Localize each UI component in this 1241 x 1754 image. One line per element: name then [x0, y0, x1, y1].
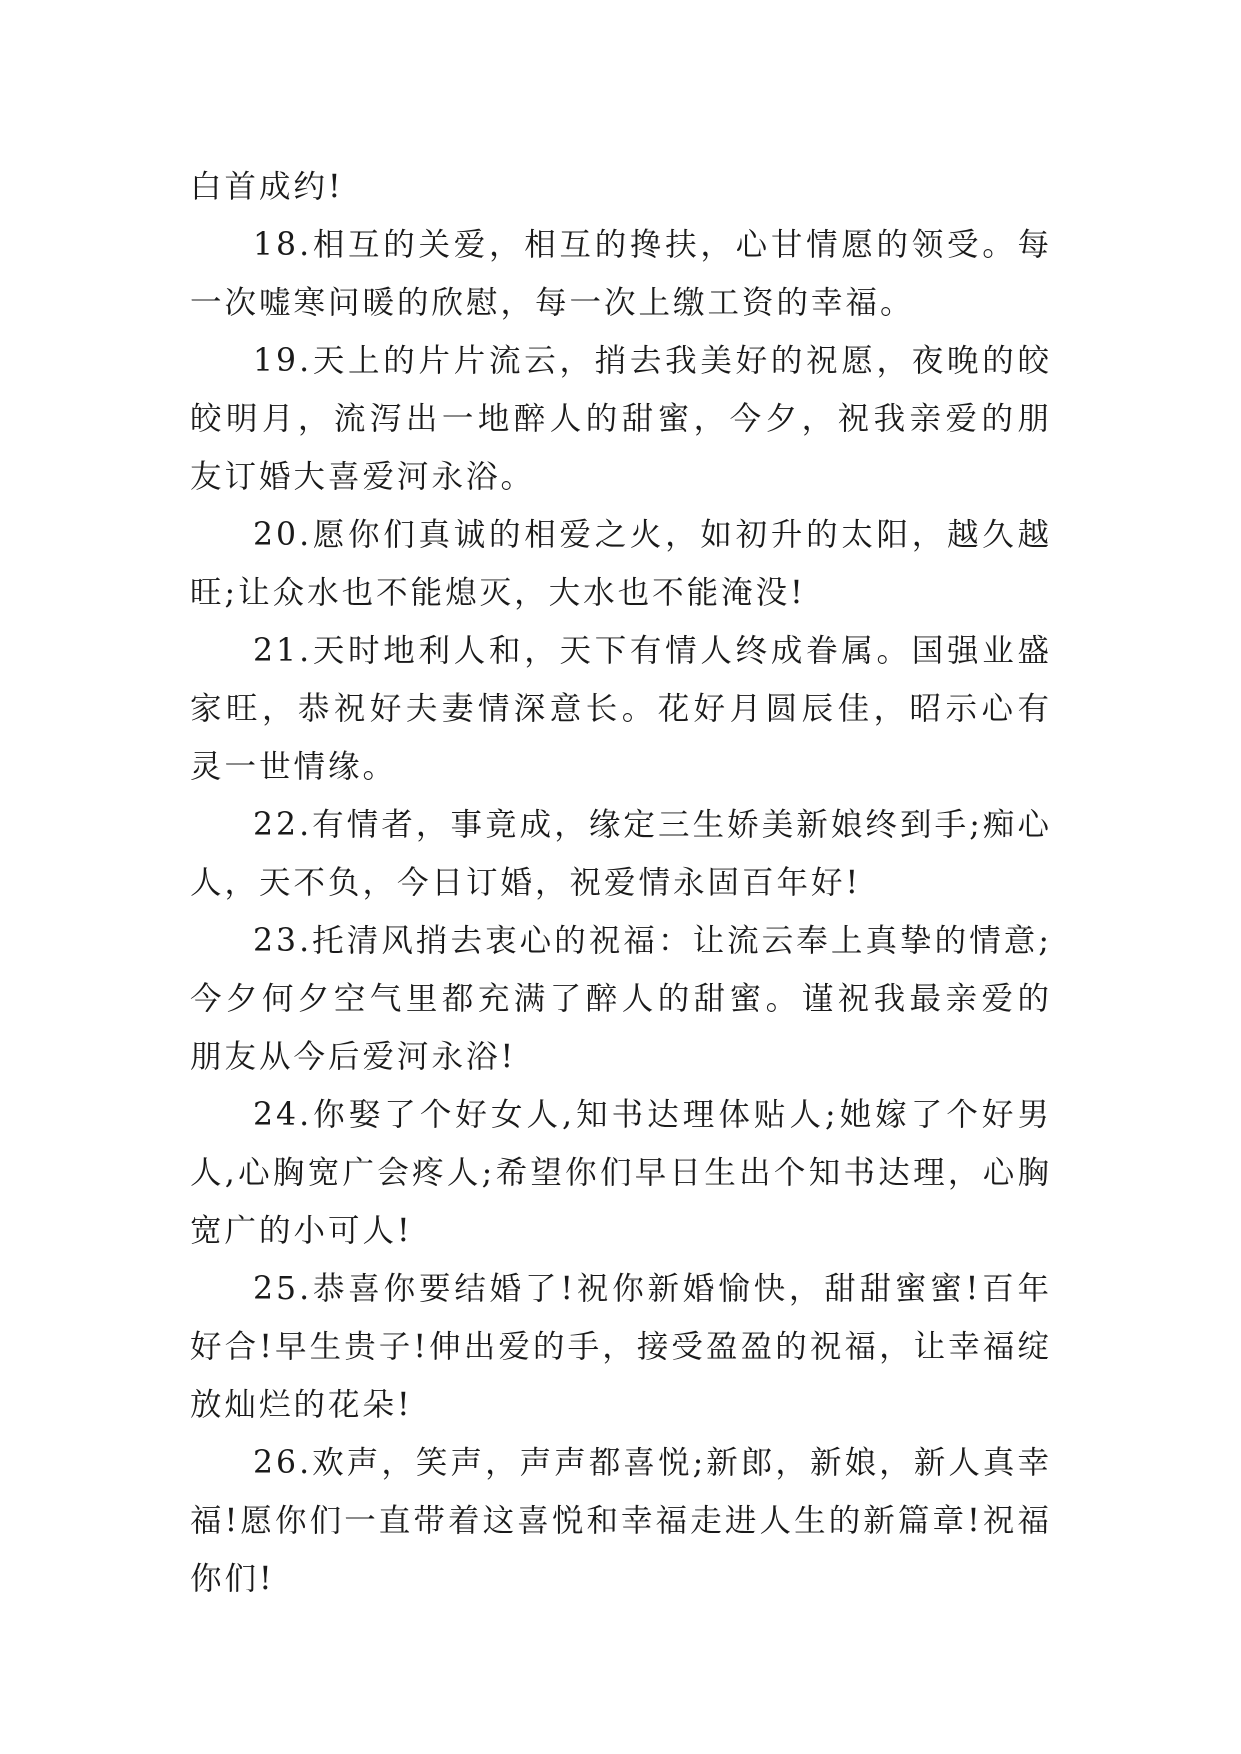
paragraph-17-end: 白首成约! — [190, 169, 344, 205]
paragraph-18: 18.相互的关爱，相互的搀扶，心甘情愿的领受。每一次嘘寒问暖的欣慰，每一次上缴工资的幸福。 — [190, 227, 1052, 321]
paragraph-19: 19.天上的片片流云，捎去我美好的祝愿，夜晚的皎皎明月，流泻出一地醉人的甜蜜，今夕，祝我亲爱的朋友订婚大喜爱河永浴。 — [190, 343, 1052, 495]
paragraph-22: 22.有情者，事竟成，缘定三生娇美新娘终到手;痴心人，天不负，今日订婚，祝爱情永固百年好! — [190, 807, 1052, 901]
document-body — [190, 158, 1052, 1608]
paragraph-21: 21.天时地利人和，天下有情人终成眷属。国强业盛家旺，恭祝好夫妻情深意长。花好月圆辰佳，昭示心有灵一世情缘。 — [190, 633, 1052, 785]
paragraph-26: 26.欢声，笑声，声声都喜悦;新郎，新娘，新人真幸福!愿你们一直带着这喜悦和幸福走进人生的新篇章!祝福你们! — [190, 1445, 1052, 1597]
paragraph-25: 25.恭喜你要结婚了!祝你新婚愉快，甜甜蜜蜜!百年好合!早生贵子!伸出爱的手，接受盈盈的祝福，让幸福绽放灿烂的花朵! — [190, 1271, 1052, 1423]
paragraph-24: 24.你娶了个好女人,知书达理体贴人;她嫁了个好男人,心胸宽广会疼人;希望你们早日生出个知书达理，心胸宽广的小可人! — [190, 1097, 1052, 1249]
paragraph-23: 23.托清风捎去衷心的祝福：让流云奉上真挚的情意;今夕何夕空气里都充满了醉人的甜蜜。谨祝我最亲爱的朋友从今后爱河永浴! — [190, 923, 1052, 1075]
paragraph-20: 20.愿你们真诚的相爱之火，如初升的太阳，越久越旺;让众水也不能熄灭，大水也不能淹没! — [190, 517, 1052, 611]
